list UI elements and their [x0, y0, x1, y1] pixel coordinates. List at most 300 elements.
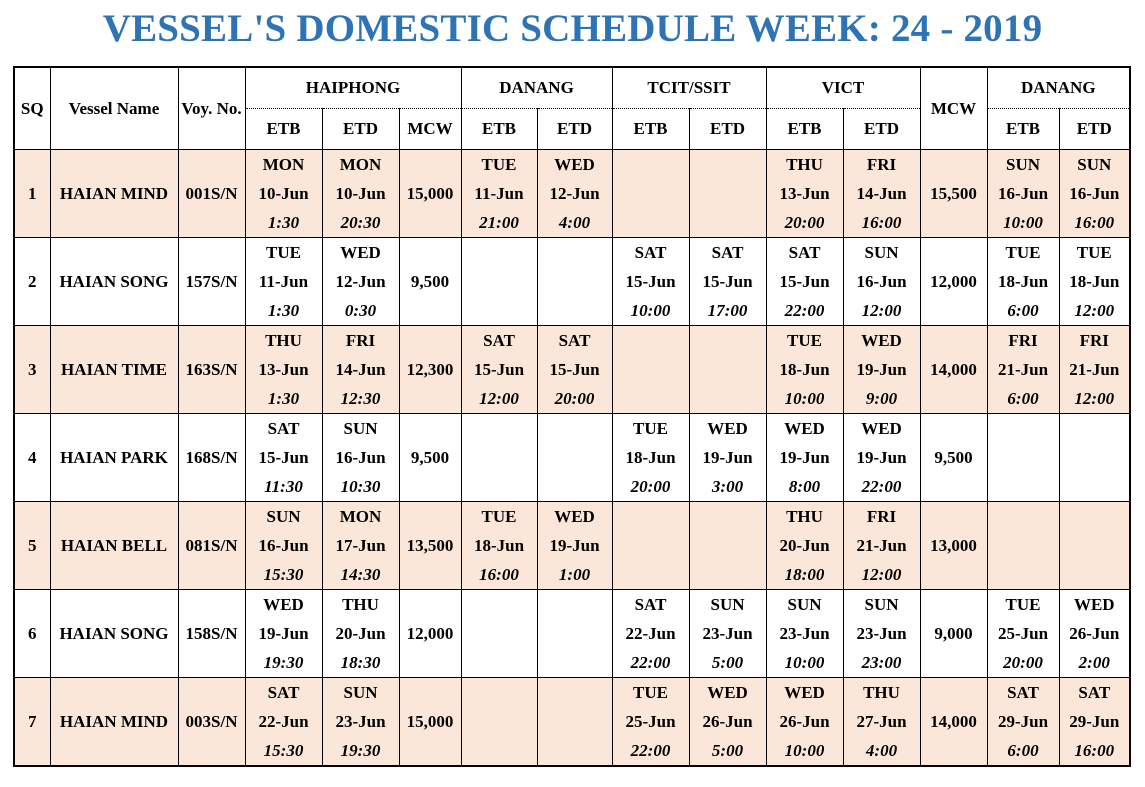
voyage-cell: 081S/N	[178, 502, 245, 590]
sq-cell: 7	[14, 678, 50, 767]
sq-cell: 3	[14, 326, 50, 414]
schedule-table	[13, 66, 1131, 767]
hp-etb-cell	[245, 150, 322, 238]
entry-day: TUE	[481, 155, 517, 174]
schedule-entry	[323, 590, 399, 677]
entry-date	[988, 443, 1059, 472]
entry-day: THU	[786, 155, 823, 174]
entry-time: 23:00	[861, 653, 902, 672]
entry-time	[538, 736, 612, 765]
schedule-entry	[988, 414, 1059, 501]
schedule-entry	[246, 238, 322, 325]
schedule-entry	[988, 326, 1059, 413]
tc-etd-cell	[689, 150, 766, 238]
schedule-entry	[538, 414, 612, 501]
entry-day	[462, 414, 537, 443]
hp-mcw-cell: 15,000	[399, 678, 461, 767]
entry-day: WED	[707, 683, 748, 702]
tc-etb-cell	[612, 238, 689, 326]
dn2-etd-cell	[1059, 414, 1130, 502]
schedule-entry	[690, 414, 766, 501]
entry-time: 5:00	[711, 741, 744, 760]
schedule-entry	[462, 238, 537, 325]
dn1-etb-cell	[461, 414, 537, 502]
entry-date: 22-Jun	[258, 712, 309, 731]
entry-time: 10:00	[784, 653, 825, 672]
vessel-name-cell: HAIAN SONG	[50, 238, 178, 326]
vessel-name-cell: HAIAN SONG	[50, 590, 178, 678]
header-dn1-etb: ETB	[461, 109, 537, 150]
header-tc-etd: ETD	[689, 109, 766, 150]
entry-time: 4:00	[558, 213, 591, 232]
entry-time: 12:00	[861, 301, 902, 320]
entry-date: 26-Jun	[702, 712, 753, 731]
tc-etb-cell	[612, 678, 689, 767]
entry-date: 15-Jun	[625, 272, 676, 291]
entry-time	[538, 648, 612, 677]
entry-date: 12-Jun	[335, 272, 386, 291]
entry-day: TUE	[633, 419, 668, 438]
entry-date: 18-Jun	[625, 448, 676, 467]
entry-time: 1:00	[558, 565, 591, 584]
entry-day: SUN	[864, 243, 899, 262]
mcw-cell: 14,000	[920, 678, 987, 767]
entry-day	[613, 150, 689, 179]
entry-date: 23-Jun	[702, 624, 753, 643]
entry-day: TUE	[787, 331, 822, 350]
entry-date: 16-Jun	[335, 448, 386, 467]
entry-time: 4:00	[865, 741, 898, 760]
entry-date	[462, 707, 537, 736]
entry-time	[462, 472, 537, 501]
header-hp-mcw: MCW	[399, 109, 461, 150]
entry-time	[613, 560, 689, 589]
entry-day: SUN	[1005, 155, 1040, 174]
dn1-etb-cell	[461, 150, 537, 238]
page-title: VESSEL'S DOMESTIC SCHEDULE WEEK: 24 - 2019	[102, 7, 1043, 50]
sq-cell: 2	[14, 238, 50, 326]
entry-day: THU	[342, 595, 379, 614]
entry-day: SAT	[1078, 683, 1111, 702]
dn2-etd-cell	[1059, 502, 1130, 590]
vi-etb-cell	[766, 678, 843, 767]
voyage-cell: 003S/N	[178, 678, 245, 767]
entry-day: SAT	[634, 595, 667, 614]
entry-day: WED	[340, 243, 381, 262]
schedule-entry	[613, 238, 689, 325]
hp-etb-cell	[245, 502, 322, 590]
mcw-cell: 12,000	[920, 238, 987, 326]
entry-time: 6:00	[1007, 389, 1039, 408]
hp-etd-cell	[322, 590, 399, 678]
dn2-etb-cell	[987, 502, 1059, 590]
entry-date: 18-Jun	[473, 536, 525, 555]
dn2-etb-cell	[987, 590, 1059, 678]
hp-etd-cell	[322, 238, 399, 326]
vessel-name-cell: HAIAN MIND	[50, 678, 178, 767]
entry-day	[690, 150, 766, 179]
entry-date: 16-Jun	[997, 184, 1049, 203]
dn2-etd-cell	[1059, 150, 1130, 238]
schedule-entry	[538, 502, 612, 589]
header-voy-no: Voy. No.	[178, 67, 245, 150]
vi-etd-cell	[843, 414, 920, 502]
header-vi-etd: ETD	[843, 109, 920, 150]
entry-day: SAT	[1007, 683, 1039, 702]
entry-date: 27-Jun	[856, 712, 907, 731]
entry-time: 12:00	[479, 389, 519, 408]
vi-etd-cell	[843, 326, 920, 414]
entry-day: WED	[784, 419, 825, 438]
entry-day: TUE	[1005, 595, 1041, 614]
entry-date: 16-Jun	[258, 536, 309, 555]
schedule-entry	[613, 590, 689, 677]
entry-date: 23-Jun	[335, 712, 386, 731]
entry-date: 21-Jun	[856, 536, 907, 555]
hp-etb-cell	[245, 590, 322, 678]
entry-day	[538, 414, 612, 443]
dn2-etb-cell	[987, 326, 1059, 414]
dn2-etd-cell	[1059, 238, 1130, 326]
vi-etb-cell	[766, 238, 843, 326]
dn1-etd-cell	[537, 150, 612, 238]
schedule-entry	[323, 238, 399, 325]
tc-etd-cell	[689, 502, 766, 590]
entry-time: 22:00	[784, 301, 825, 320]
header-hp-etb: ETB	[245, 109, 322, 150]
table-row	[14, 590, 1130, 678]
voyage-cell: 163S/N	[178, 326, 245, 414]
entry-day	[462, 590, 537, 619]
entry-time: 20:00	[554, 389, 595, 408]
entry-date: 25-Jun	[997, 624, 1049, 643]
header-danang-1: DANANG	[461, 67, 612, 109]
entry-day: SUN	[864, 595, 899, 614]
dn2-etb-cell	[987, 414, 1059, 502]
tc-etd-cell	[689, 678, 766, 767]
schedule-entry	[767, 238, 843, 325]
entry-time: 16:00	[1074, 741, 1115, 760]
entry-time: 5:00	[711, 653, 744, 672]
voyage-cell: 157S/N	[178, 238, 245, 326]
entry-time	[1060, 560, 1130, 589]
entry-time: 14:30	[340, 565, 381, 584]
schedule-entry	[246, 150, 322, 237]
schedule-entry	[690, 590, 766, 677]
schedule-entry	[1060, 414, 1130, 501]
entry-date	[613, 531, 689, 560]
entry-date	[690, 179, 766, 208]
entry-time	[690, 384, 766, 413]
entry-time: 12:00	[861, 565, 902, 584]
header-vi-etb: ETB	[766, 109, 843, 150]
schedule-entry	[988, 238, 1059, 325]
entry-date: 21-Jun	[997, 360, 1049, 379]
dn1-etd-cell	[537, 678, 612, 767]
entry-date: 26-Jun	[1069, 624, 1120, 643]
dn2-etb-cell	[987, 150, 1059, 238]
entry-date: 26-Jun	[779, 712, 830, 731]
entry-day: SAT	[267, 683, 300, 702]
hp-etd-cell	[322, 326, 399, 414]
entry-date: 10-Jun	[258, 184, 309, 203]
entry-time	[690, 560, 766, 589]
tc-etd-cell	[689, 326, 766, 414]
entry-day: FRI	[866, 507, 897, 526]
schedule-entry	[462, 502, 537, 589]
hp-mcw-cell: 9,500	[399, 238, 461, 326]
entry-day	[538, 678, 612, 707]
vi-etd-cell	[843, 150, 920, 238]
schedule-entry	[323, 678, 399, 765]
entry-date: 19-Jun	[856, 360, 907, 379]
dn2-etb-cell	[987, 238, 1059, 326]
entry-day: SAT	[483, 331, 515, 350]
vi-etb-cell	[766, 414, 843, 502]
schedule-entry	[690, 150, 766, 237]
mcw-cell: 15,500	[920, 150, 987, 238]
schedule-entry	[538, 326, 612, 413]
entry-date: 29-Jun	[1069, 712, 1120, 731]
vi-etb-cell	[766, 150, 843, 238]
schedule-entry	[1060, 590, 1130, 677]
entry-day: THU	[786, 507, 823, 526]
entry-time	[988, 560, 1059, 589]
entry-time: 16:00	[861, 213, 902, 232]
entry-time: 20:00	[1003, 653, 1043, 672]
hp-mcw-cell: 12,300	[399, 326, 461, 414]
entry-date: 16-Jun	[856, 272, 907, 291]
entry-time: 18:00	[784, 565, 825, 584]
entry-date: 19-Jun	[779, 448, 830, 467]
entry-date: 15-Jun	[473, 360, 525, 379]
entry-day: SUN	[266, 507, 301, 526]
entry-time: 18:30	[340, 653, 381, 672]
entry-date: 13-Jun	[258, 360, 309, 379]
entry-day: FRI	[345, 331, 376, 350]
entry-date	[690, 355, 766, 384]
schedule-entry	[323, 326, 399, 413]
entry-day: TUE	[633, 683, 668, 702]
entry-time: 9:00	[865, 389, 898, 408]
entry-time: 15:30	[263, 565, 304, 584]
entry-day: MON	[339, 155, 382, 174]
entry-day: TUE	[266, 243, 301, 262]
table-row	[14, 238, 1130, 326]
schedule-entry	[1060, 678, 1130, 765]
tc-etb-cell	[612, 150, 689, 238]
schedule-entry	[323, 414, 399, 501]
entry-time	[538, 472, 612, 501]
entry-day	[538, 590, 612, 619]
vi-etd-cell	[843, 238, 920, 326]
entry-date: 23-Jun	[779, 624, 830, 643]
entry-day: TUE	[481, 507, 517, 526]
entry-date: 19-Jun	[549, 536, 600, 555]
entry-day: TUE	[1076, 243, 1112, 262]
entry-date	[988, 531, 1059, 560]
vi-etb-cell	[766, 590, 843, 678]
entry-time: 1:30	[267, 213, 300, 232]
schedule-entry	[538, 150, 612, 237]
header-tcit-ssit: TCIT/SSIT	[612, 67, 766, 109]
schedule-entry	[462, 414, 537, 501]
entry-day: THU	[265, 331, 302, 350]
schedule-entry	[538, 238, 612, 325]
dn1-etd-cell	[537, 326, 612, 414]
hp-mcw-cell: 9,500	[399, 414, 461, 502]
tc-etb-cell	[612, 590, 689, 678]
entry-time: 19:30	[340, 741, 381, 760]
dn1-etb-cell	[461, 678, 537, 767]
entry-date	[538, 267, 612, 296]
voyage-cell: 168S/N	[178, 414, 245, 502]
dn1-etb-cell	[461, 238, 537, 326]
mcw-cell: 14,000	[920, 326, 987, 414]
schedule-entry	[246, 678, 322, 765]
dn1-etd-cell	[537, 502, 612, 590]
schedule-entry	[844, 590, 920, 677]
entry-day: WED	[1073, 595, 1115, 614]
entry-day	[462, 678, 537, 707]
sq-cell: 5	[14, 502, 50, 590]
entry-time: 11:30	[264, 477, 303, 496]
entry-day: SUN	[343, 683, 378, 702]
hp-etd-cell	[322, 502, 399, 590]
dn1-etd-cell	[537, 238, 612, 326]
entry-day	[988, 502, 1059, 531]
schedule-entry	[613, 678, 689, 765]
dn1-etd-cell	[537, 414, 612, 502]
entry-date: 22-Jun	[625, 624, 676, 643]
entry-day: SAT	[711, 243, 744, 262]
entry-time: 19:30	[263, 653, 304, 672]
schedule-entry	[1060, 326, 1130, 413]
entry-date: 13-Jun	[779, 184, 830, 203]
entry-date: 18-Jun	[779, 360, 830, 379]
entry-day: FRI	[1079, 331, 1109, 350]
entry-day	[690, 326, 766, 355]
hp-etd-cell	[322, 678, 399, 767]
entry-time	[1060, 472, 1130, 501]
entry-time: 22:00	[630, 741, 671, 760]
entry-day	[538, 238, 612, 267]
entry-date: 15-Jun	[702, 272, 753, 291]
entry-day	[613, 326, 689, 355]
entry-date: 15-Jun	[549, 360, 600, 379]
table-row	[14, 502, 1130, 590]
hp-etb-cell	[245, 414, 322, 502]
schedule-entry	[246, 590, 322, 677]
header-dn1-etd: ETD	[537, 109, 612, 150]
tc-etb-cell	[612, 414, 689, 502]
entry-date: 14-Jun	[335, 360, 386, 379]
schedule-entry	[767, 150, 843, 237]
schedule-entry	[988, 678, 1059, 765]
hp-etb-cell	[245, 678, 322, 767]
entry-time	[462, 736, 537, 765]
entry-day: SUN	[343, 419, 378, 438]
schedule-entry	[246, 414, 322, 501]
entry-date: 11-Jun	[474, 184, 524, 203]
mcw-cell: 9,000	[920, 590, 987, 678]
schedule-entry	[1060, 502, 1130, 589]
entry-time: 6:00	[1007, 301, 1039, 320]
entry-time	[613, 208, 689, 237]
vessel-name-cell: HAIAN TIME	[50, 326, 178, 414]
entry-day: WED	[554, 507, 595, 526]
schedule-entry	[690, 502, 766, 589]
entry-day: WED	[861, 419, 902, 438]
entry-time: 10:00	[1003, 213, 1043, 232]
entry-date: 12-Jun	[549, 184, 600, 203]
entry-time: 16:00	[1074, 213, 1115, 232]
entry-time: 10:00	[784, 389, 825, 408]
entry-time	[690, 208, 766, 237]
entry-time: 16:00	[479, 565, 519, 584]
schedule-entry	[323, 150, 399, 237]
table-row	[14, 326, 1130, 414]
entry-date: 17-Jun	[335, 536, 386, 555]
entry-date: 19-Jun	[258, 624, 309, 643]
hp-etb-cell	[245, 326, 322, 414]
entry-day: FRI	[866, 155, 897, 174]
dn2-etb-cell	[987, 678, 1059, 767]
entry-day: WED	[554, 155, 595, 174]
schedule-entry	[844, 238, 920, 325]
header-dn2-etb: ETB	[987, 109, 1059, 150]
dn2-etd-cell	[1059, 678, 1130, 767]
entry-date	[613, 355, 689, 384]
hp-etd-cell	[322, 414, 399, 502]
entry-date: 23-Jun	[856, 624, 907, 643]
schedule-entry	[767, 326, 843, 413]
entry-day	[988, 414, 1059, 443]
vi-etb-cell	[766, 326, 843, 414]
dn2-etd-cell	[1059, 326, 1130, 414]
entry-date	[613, 179, 689, 208]
table-row	[14, 150, 1130, 238]
entry-time	[613, 384, 689, 413]
tc-etd-cell	[689, 590, 766, 678]
entry-day	[1060, 414, 1130, 443]
schedule-entry	[462, 326, 537, 413]
entry-date: 25-Jun	[625, 712, 676, 731]
entry-time: 0:30	[344, 301, 377, 320]
entry-day: SAT	[788, 243, 821, 262]
entry-date: 29-Jun	[997, 712, 1049, 731]
schedule-entry	[538, 590, 612, 677]
entry-time	[988, 472, 1059, 501]
entry-date: 18-Jun	[1069, 272, 1120, 291]
entry-day: THU	[863, 683, 900, 702]
schedule-entry	[844, 150, 920, 237]
entry-date	[538, 619, 612, 648]
entry-day: MON	[262, 155, 305, 174]
dn1-etd-cell	[537, 590, 612, 678]
entry-date	[462, 619, 537, 648]
hp-mcw-cell: 12,000	[399, 590, 461, 678]
entry-time: 12:00	[1074, 301, 1115, 320]
voyage-cell: 001S/N	[178, 150, 245, 238]
entry-time: 6:00	[1007, 741, 1039, 760]
tc-etd-cell	[689, 414, 766, 502]
mcw-cell: 13,000	[920, 502, 987, 590]
entry-day: SUN	[787, 595, 822, 614]
hp-mcw-cell: 13,500	[399, 502, 461, 590]
header-sq: SQ	[14, 67, 50, 150]
entry-time: 20:00	[630, 477, 671, 496]
